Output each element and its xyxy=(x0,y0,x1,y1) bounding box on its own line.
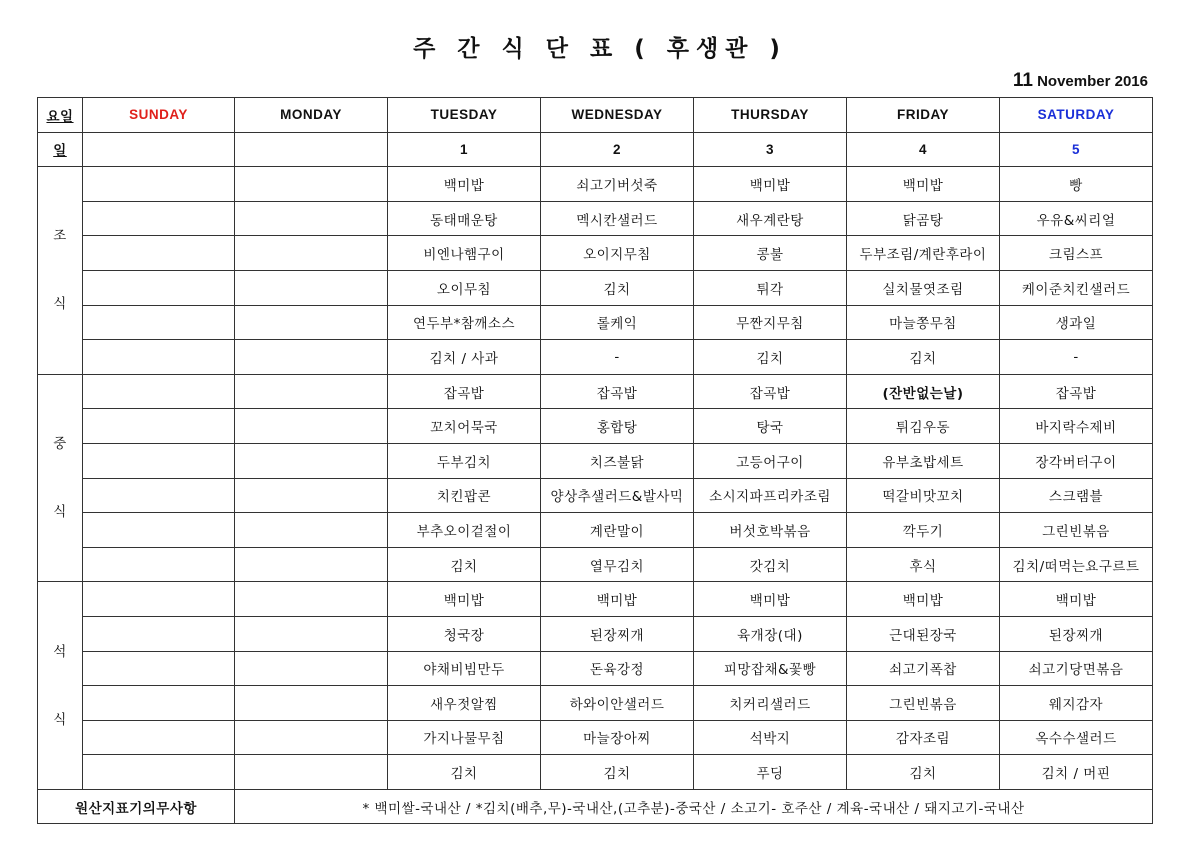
menu-item: 치즈불닭 xyxy=(541,443,694,478)
empty-cell xyxy=(83,236,235,271)
meal-row xyxy=(38,305,1153,340)
menu-item: 연두부*참깨소스 xyxy=(388,305,541,340)
menu-item: 탕국 xyxy=(694,409,847,444)
menu-item: 스크램블 xyxy=(1000,478,1153,513)
menu-item: 소시지파프리카조림 xyxy=(694,478,847,513)
date-day: 11 xyxy=(1012,70,1033,91)
empty-cell xyxy=(83,270,235,305)
menu-item: 튀김우동 xyxy=(847,409,1000,444)
menu-item: 잡곡밥 xyxy=(388,374,541,409)
empty-cell xyxy=(83,305,235,340)
empty-cell xyxy=(83,616,235,651)
meal-row xyxy=(38,651,1153,686)
empty-cell xyxy=(235,755,388,790)
menu-item: 바지락수제비 xyxy=(1000,409,1153,444)
empty-cell xyxy=(83,651,235,686)
weekly-menu-table xyxy=(37,97,1153,824)
menu-item: 오이무침 xyxy=(388,270,541,305)
menu-item: 김치 xyxy=(541,270,694,305)
menu-item: 백미밥 xyxy=(541,582,694,617)
menu-item: 야채비빔만두 xyxy=(388,651,541,686)
menu-item: 꼬치어묵국 xyxy=(388,409,541,444)
empty-cell xyxy=(83,443,235,478)
empty-cell xyxy=(235,270,388,305)
menu-item: 닭곰탕 xyxy=(847,201,1000,236)
menu-item: 감자조림 xyxy=(847,720,1000,755)
menu-item: 빵 xyxy=(1000,167,1153,202)
empty-cell xyxy=(83,547,235,582)
empty-cell xyxy=(83,201,235,236)
day-header-tuesday: TUESDAY xyxy=(388,98,541,133)
menu-item: 하와이안샐러드 xyxy=(541,686,694,721)
menu-item: 떡갈비맛꼬치 xyxy=(847,478,1000,513)
menu-item: 유부초밥세트 xyxy=(847,443,1000,478)
menu-item: 부추오이겉절이 xyxy=(388,513,541,548)
meal-row xyxy=(38,755,1153,790)
menu-item: 새우계란탕 xyxy=(694,201,847,236)
menu-item: 홍합탕 xyxy=(541,409,694,444)
menu-item: 쇠고기당면볶음 xyxy=(1000,651,1153,686)
empty-cell xyxy=(235,686,388,721)
menu-item: 두부조림/계란후라이 xyxy=(847,236,1000,271)
meal-row xyxy=(38,236,1153,271)
menu-item: 백미밥 xyxy=(694,582,847,617)
menu-item: 생과일 xyxy=(1000,305,1153,340)
meal-row xyxy=(38,443,1153,478)
empty-cell xyxy=(235,409,388,444)
menu-date xyxy=(1013,70,1148,92)
menu-item: 깍두기 xyxy=(847,513,1000,548)
date-cell: 3 xyxy=(694,132,847,167)
date-cell xyxy=(83,132,235,167)
menu-item: 백미밥 xyxy=(694,167,847,202)
meal-row xyxy=(38,616,1153,651)
empty-cell xyxy=(235,340,388,375)
date-cell xyxy=(235,132,388,167)
menu-item: 육개장(대) xyxy=(694,616,847,651)
empty-cell xyxy=(235,582,388,617)
menu-item: 청국장 xyxy=(388,616,541,651)
menu-item: 김치 xyxy=(847,755,1000,790)
menu-item: 쇠고기버섯죽 xyxy=(541,167,694,202)
menu-item: (잔반없는날) xyxy=(847,374,1000,409)
day-header-sunday: SUNDAY xyxy=(83,98,235,133)
empty-cell xyxy=(235,616,388,651)
menu-item: 장각버터구이 xyxy=(1000,443,1153,478)
menu-item: 마늘쫑무침 xyxy=(847,305,1000,340)
menu-item: 된장찌개 xyxy=(1000,616,1153,651)
menu-item: - xyxy=(1000,340,1153,375)
meal-row xyxy=(38,582,1153,617)
menu-item: 새우젓알찜 xyxy=(388,686,541,721)
menu-item: 백미밥 xyxy=(1000,582,1153,617)
menu-item: 두부김치 xyxy=(388,443,541,478)
menu-item: 김치 xyxy=(847,340,1000,375)
menu-item: 김치 / 머핀 xyxy=(1000,755,1153,790)
menu-item: 버섯호박볶음 xyxy=(694,513,847,548)
menu-item: 백미밥 xyxy=(847,582,1000,617)
page-title: 주 간 식 단 표 ( 후생관 ) xyxy=(413,36,787,62)
date-month-year: November 2016 xyxy=(1037,73,1148,90)
empty-cell xyxy=(83,755,235,790)
menu-item: 백미밥 xyxy=(847,167,1000,202)
menu-item: 비엔나햄구이 xyxy=(388,236,541,271)
date-cell: 2 xyxy=(541,132,694,167)
day-header-friday: FRIDAY xyxy=(847,98,1000,133)
menu-item: 치킨팝콘 xyxy=(388,478,541,513)
menu-item: 오이지무침 xyxy=(541,236,694,271)
menu-item: 롤케익 xyxy=(541,305,694,340)
menu-item: 콩불 xyxy=(694,236,847,271)
menu-item: 가지나물무침 xyxy=(388,720,541,755)
meal-row xyxy=(38,478,1153,513)
menu-item: 웨지감자 xyxy=(1000,686,1153,721)
meal-row xyxy=(38,374,1153,409)
menu-item: 김치/떠먹는요구르트 xyxy=(1000,547,1153,582)
day-header-monday: MONDAY xyxy=(235,98,388,133)
empty-cell xyxy=(83,513,235,548)
empty-cell xyxy=(235,236,388,271)
menu-item: 쇠고기폭찹 xyxy=(847,651,1000,686)
empty-cell xyxy=(83,686,235,721)
menu-item: 잡곡밥 xyxy=(1000,374,1153,409)
menu-item: 갓김치 xyxy=(694,547,847,582)
empty-cell xyxy=(83,374,235,409)
menu-item: 크림스프 xyxy=(1000,236,1153,271)
meal-row xyxy=(38,686,1153,721)
day-header-wednesday: WEDNESDAY xyxy=(541,98,694,133)
menu-item: 고등어구이 xyxy=(694,443,847,478)
menu-item: 김치 xyxy=(388,755,541,790)
menu-item: 열무김치 xyxy=(541,547,694,582)
date-cell: 5 xyxy=(1000,132,1153,167)
meal-row xyxy=(38,720,1153,755)
meal-label: 조 식 xyxy=(38,167,83,375)
menu-item: 옥수수샐러드 xyxy=(1000,720,1153,755)
meal-row xyxy=(38,167,1153,202)
meal-row xyxy=(38,201,1153,236)
menu-item: 동태매운탕 xyxy=(388,201,541,236)
il-label: 일 xyxy=(38,132,83,167)
yoil-label: 요일 xyxy=(38,98,83,133)
menu-item: 푸딩 xyxy=(694,755,847,790)
meal-row xyxy=(38,547,1153,582)
header-row-dates xyxy=(38,132,1153,167)
origin-notes: * 백미쌀-국내산 / *김치(배추,무)-국내산,(고추분)-중국산 / 소고기- 호주산 / 계육-국내산 / 돼지고기-국내산 xyxy=(235,789,1153,824)
meal-row xyxy=(38,409,1153,444)
empty-cell xyxy=(235,513,388,548)
footer-row xyxy=(38,789,1153,824)
menu-item: 케이준치킨샐러드 xyxy=(1000,270,1153,305)
empty-cell xyxy=(83,409,235,444)
menu-item: 백미밥 xyxy=(388,167,541,202)
menu-item: 김치 xyxy=(541,755,694,790)
menu-item: 김치 / 사과 xyxy=(388,340,541,375)
day-header-saturday: SATURDAY xyxy=(1000,98,1153,133)
menu-item: 백미밥 xyxy=(388,582,541,617)
menu-item: 우유&씨리얼 xyxy=(1000,201,1153,236)
origin-label: 원산지표기의무사항 xyxy=(38,789,235,824)
menu-item: 실치물엿조림 xyxy=(847,270,1000,305)
empty-cell xyxy=(235,201,388,236)
empty-cell xyxy=(235,443,388,478)
empty-cell xyxy=(83,478,235,513)
day-header-thursday: THURSDAY xyxy=(694,98,847,133)
menu-item: 석박지 xyxy=(694,720,847,755)
empty-cell xyxy=(235,720,388,755)
menu-item: 그린빈볶음 xyxy=(847,686,1000,721)
menu-item: 잡곡밥 xyxy=(541,374,694,409)
empty-cell xyxy=(83,720,235,755)
empty-cell xyxy=(83,582,235,617)
menu-item: 피망잡채&꽃빵 xyxy=(694,651,847,686)
empty-cell xyxy=(235,547,388,582)
date-cell: 1 xyxy=(388,132,541,167)
empty-cell xyxy=(235,167,388,202)
date-cell: 4 xyxy=(847,132,1000,167)
header-row-days xyxy=(38,98,1153,133)
empty-cell xyxy=(83,340,235,375)
menu-item: 치커리샐러드 xyxy=(694,686,847,721)
menu-item: 양상추샐러드&발사믹 xyxy=(541,478,694,513)
menu-item: 김치 xyxy=(694,340,847,375)
menu-item: 그린빈볶음 xyxy=(1000,513,1153,548)
empty-cell xyxy=(235,651,388,686)
menu-item: 멕시칸샐러드 xyxy=(541,201,694,236)
menu-item: 계란말이 xyxy=(541,513,694,548)
menu-item: 돈육강정 xyxy=(541,651,694,686)
menu-item: 김치 xyxy=(388,547,541,582)
meal-row xyxy=(38,513,1153,548)
menu-item: 무짠지무침 xyxy=(694,305,847,340)
menu-item: 튀각 xyxy=(694,270,847,305)
menu-item: 후식 xyxy=(847,547,1000,582)
meal-row xyxy=(38,270,1153,305)
meal-label: 석 식 xyxy=(38,582,83,790)
meal-row xyxy=(38,340,1153,375)
empty-cell xyxy=(235,478,388,513)
empty-cell xyxy=(83,167,235,202)
empty-cell xyxy=(235,305,388,340)
menu-item: 근대된장국 xyxy=(847,616,1000,651)
menu-item: 된장찌개 xyxy=(541,616,694,651)
menu-item: 잡곡밥 xyxy=(694,374,847,409)
empty-cell xyxy=(235,374,388,409)
menu-item: 마늘장아찌 xyxy=(541,720,694,755)
meal-label: 중 식 xyxy=(38,374,83,582)
menu-item: - xyxy=(541,340,694,375)
